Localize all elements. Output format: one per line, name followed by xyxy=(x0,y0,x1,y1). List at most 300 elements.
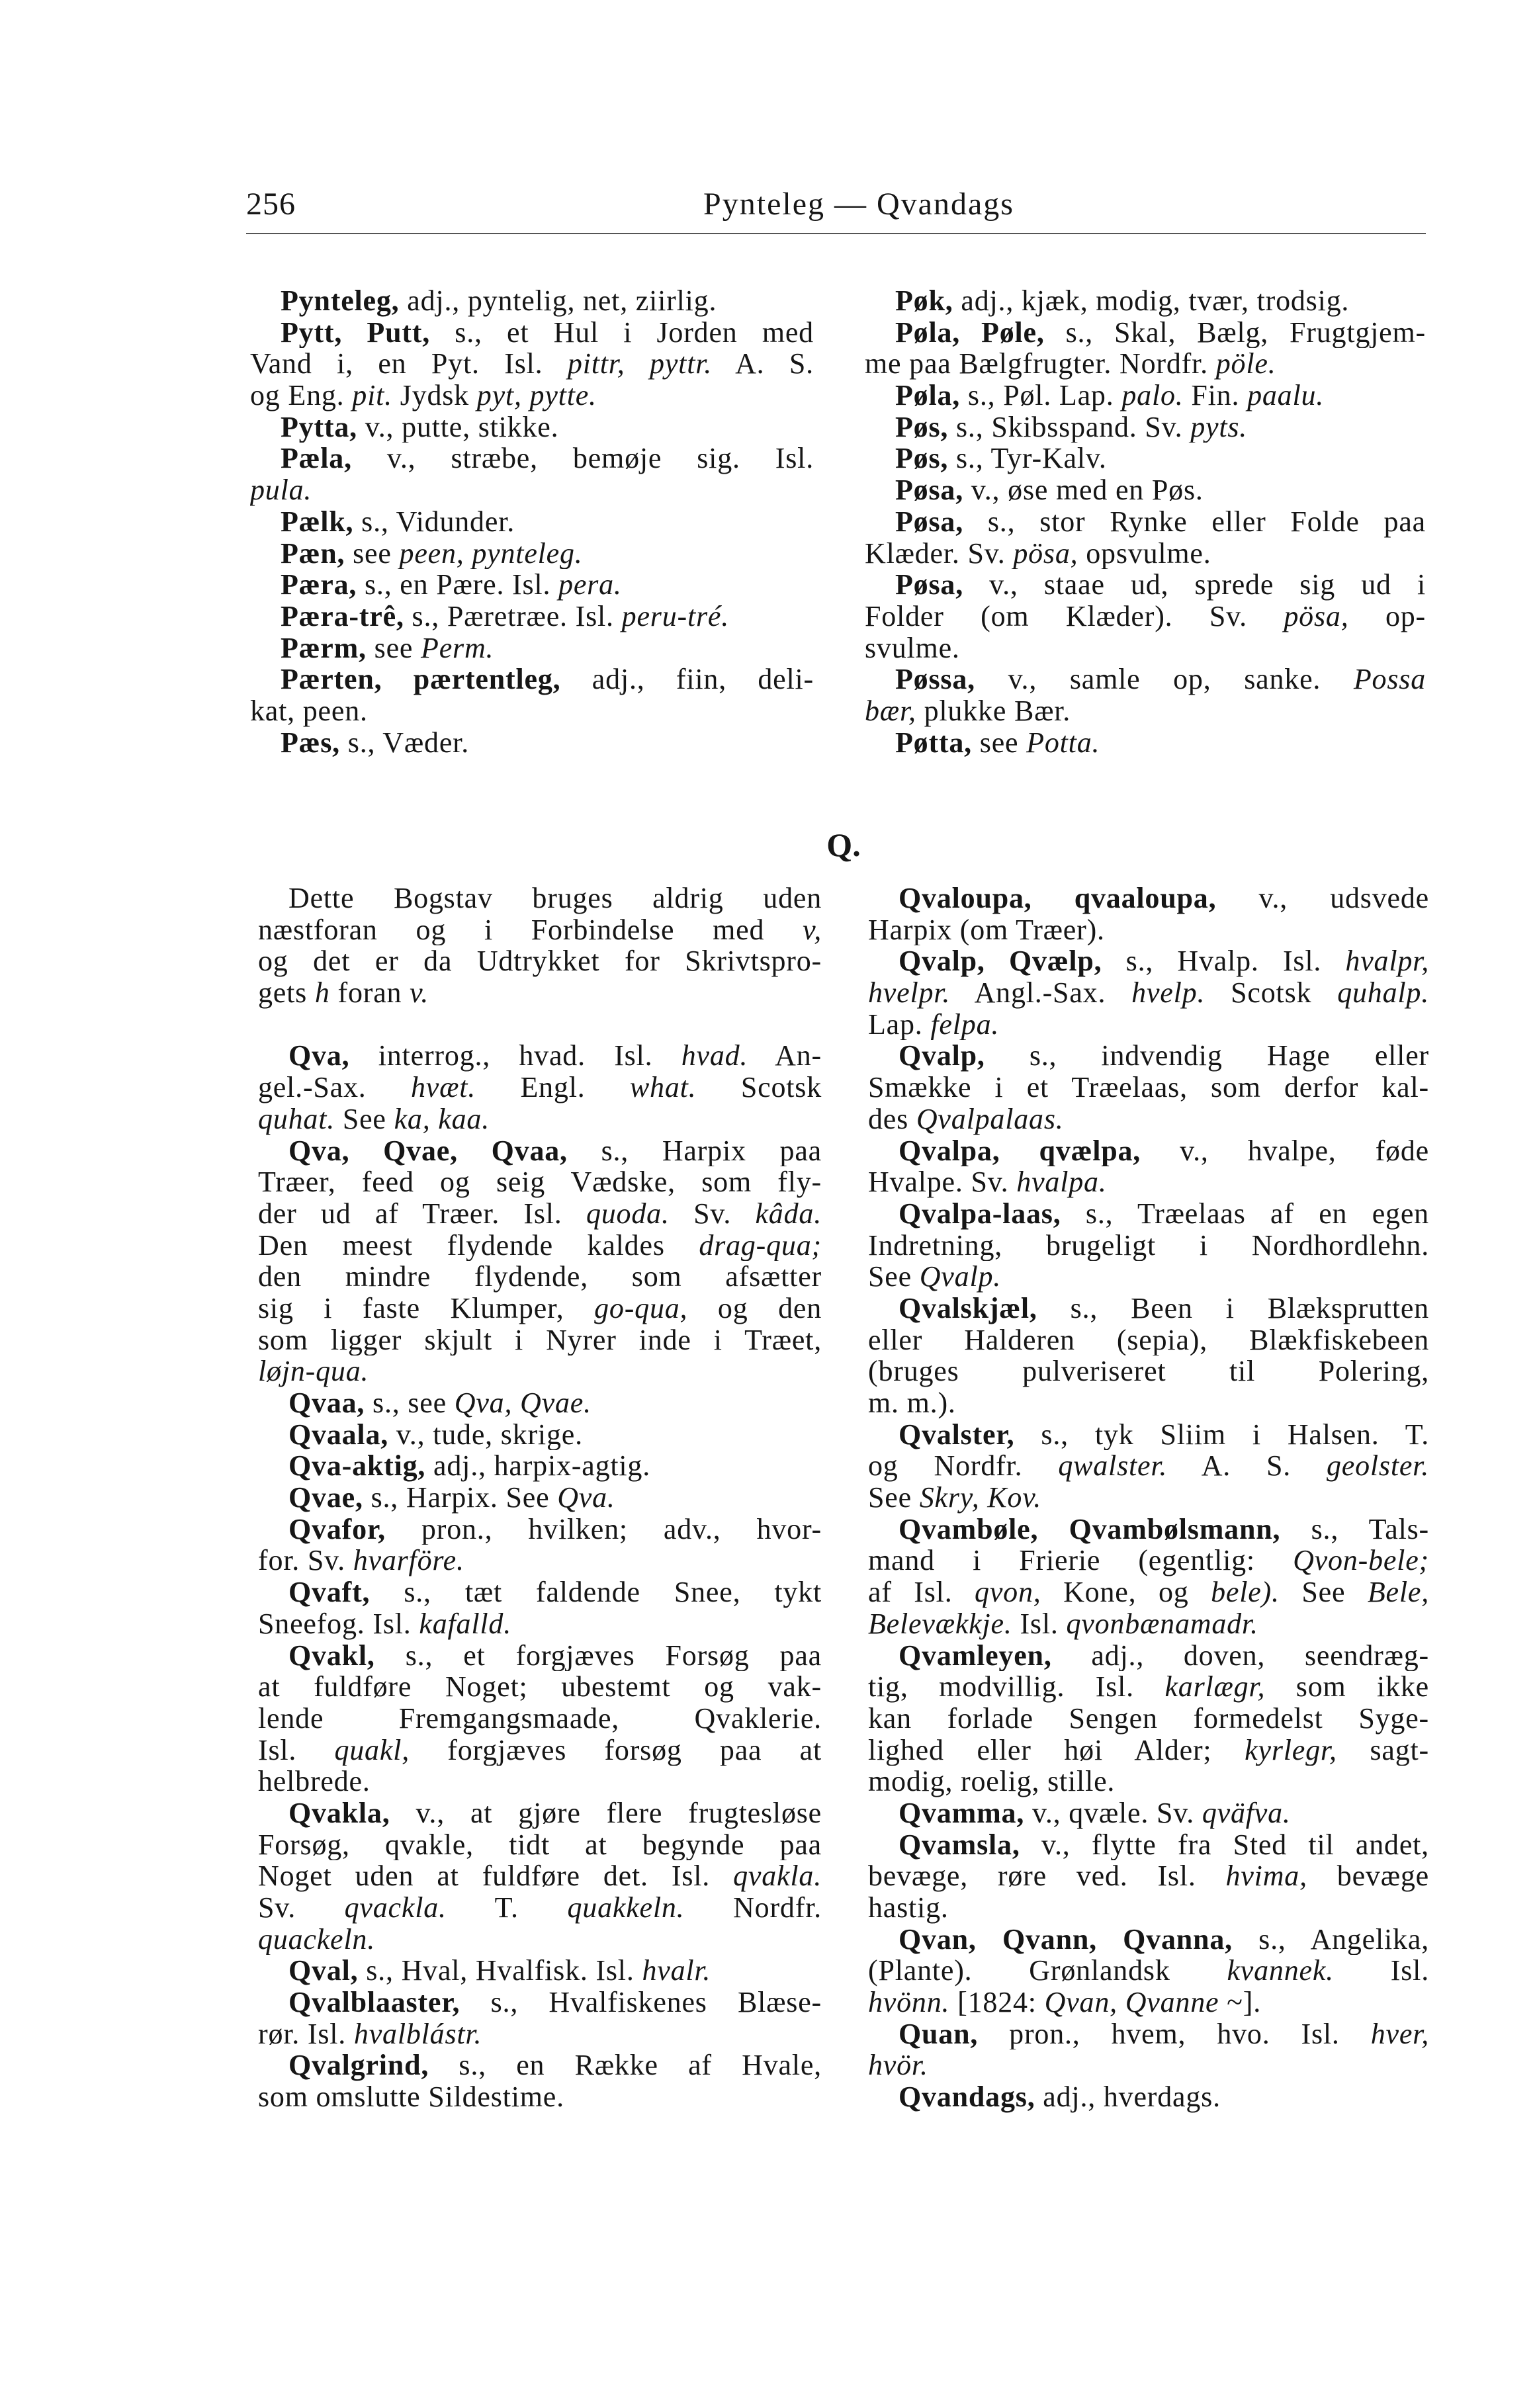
text-run: s., en Pære. Isl. xyxy=(357,569,559,601)
dictionary-entry xyxy=(250,506,814,538)
text-run: des xyxy=(868,1103,916,1135)
headword: Qval, xyxy=(288,1955,359,1987)
text-line xyxy=(868,1355,1429,1387)
text-line xyxy=(258,1735,822,1766)
text-run: og den xyxy=(687,1292,822,1324)
text-run: den mindre flydende, som afsætter xyxy=(258,1261,822,1293)
text-line xyxy=(258,1892,822,1924)
text-line xyxy=(258,1482,822,1514)
text-run: me paa Bælgfrugter. Nordfr. xyxy=(865,348,1216,380)
text-run: s., Harpix. See xyxy=(363,1482,558,1514)
italic-term: hvör. xyxy=(868,2049,928,2082)
dictionary-entry xyxy=(258,1955,822,1987)
italic-term: qvakla. xyxy=(733,1860,822,1892)
text-run: See xyxy=(868,1482,920,1514)
text-line xyxy=(868,1482,1429,1514)
text-line xyxy=(868,1450,1429,1482)
text-line xyxy=(258,977,822,1009)
text-run: som ikke xyxy=(1265,1671,1429,1703)
text-run: adj., fiin, deli- xyxy=(560,664,814,695)
text-line xyxy=(258,1545,822,1576)
headword: Qvalskjæl, xyxy=(899,1292,1037,1324)
text-run: som omslutte Sildestime. xyxy=(258,2081,564,2113)
text-line xyxy=(868,1987,1429,2018)
dictionary-entry xyxy=(250,664,814,726)
text-run: Scotsk xyxy=(696,1072,822,1103)
text-run: Nordfr. xyxy=(684,1892,822,1924)
headword: Quan, xyxy=(899,2018,979,2050)
italic-term: hver, xyxy=(1370,2018,1429,2050)
text-run: v., qvæle. Sv. xyxy=(1024,1797,1202,1829)
text-run: see xyxy=(971,726,1027,759)
headword: Qvaft, xyxy=(288,1576,371,1608)
italic-term: peru-tré. xyxy=(621,600,730,632)
headword: Qvalgrind, xyxy=(288,2049,429,2082)
text-run: s., et Hul i Jorden med xyxy=(430,316,814,349)
text-line xyxy=(865,727,1426,759)
text-run: See xyxy=(868,1261,920,1293)
text-run: Lap. xyxy=(868,1008,931,1041)
italic-term: løjn-qua. xyxy=(258,1355,369,1387)
text-run: adj., doven, seendræg- xyxy=(1051,1639,1429,1672)
dictionary-entry xyxy=(258,1419,822,1451)
dictionary-entry xyxy=(868,945,1429,1040)
column-top-left xyxy=(250,285,814,758)
text-line xyxy=(258,1293,822,1324)
dictionary-entry xyxy=(865,569,1426,664)
text-run: v., udsvede xyxy=(1216,882,1429,914)
italic-term: hvima, xyxy=(1225,1860,1307,1892)
text-run: og Eng. xyxy=(250,380,353,411)
text-line xyxy=(258,1072,822,1103)
italic-term: quhalp. xyxy=(1337,977,1429,1009)
italic-term: Qvon-bele; xyxy=(1293,1545,1429,1577)
headword: Qva-aktig, xyxy=(288,1450,426,1483)
text-run: foran xyxy=(329,977,410,1009)
text-line xyxy=(258,945,822,977)
text-line xyxy=(258,1355,822,1387)
italic-term: go-qua, xyxy=(594,1292,688,1324)
text-line xyxy=(865,538,1426,570)
text-line xyxy=(868,1324,1429,1356)
text-line xyxy=(250,727,814,759)
text-run: s., Skibsspand. Sv. xyxy=(948,411,1191,443)
italic-term: hvelp. xyxy=(1131,977,1206,1009)
text-line xyxy=(258,1829,822,1861)
headword: Qvakl, xyxy=(288,1639,375,1672)
headword: Qvamleyen, xyxy=(899,1639,1052,1672)
dictionary-entry xyxy=(258,1640,822,1797)
text-line xyxy=(868,1671,1429,1703)
text-line xyxy=(258,1198,822,1230)
italic-term: kyrlegr, xyxy=(1245,1734,1337,1766)
headword: Pøtta, xyxy=(895,726,972,759)
text-run: Angl.-Sax. xyxy=(950,977,1132,1009)
italic-term: bele). xyxy=(1211,1576,1280,1608)
text-line xyxy=(865,695,1426,727)
headword: Pytta, xyxy=(281,411,357,443)
italic-term: pyt, pytte. xyxy=(476,380,597,411)
text-run: s., Been i Blæksprutten xyxy=(1037,1292,1429,1324)
text-line xyxy=(868,914,1429,946)
text-run: s., tæt faldende Snee, tykt xyxy=(370,1576,822,1608)
text-run: v., putte, stikke. xyxy=(357,411,559,443)
dictionary-entry xyxy=(865,443,1426,474)
italic-term: Perm. xyxy=(421,632,494,664)
text-line xyxy=(868,1576,1429,1608)
text-run: tig, modvillig. Isl. xyxy=(868,1671,1165,1703)
italic-term: pösa, xyxy=(1284,600,1349,632)
italic-term: Skry, Kov. xyxy=(919,1482,1042,1514)
text-line xyxy=(258,1419,822,1451)
italic-term: quoda. xyxy=(586,1197,670,1230)
text-run: A. S. xyxy=(712,348,814,380)
text-run: modig, roelig, stille. xyxy=(868,1766,1116,1797)
text-run: adj., kjæk, modig, tvær, trodsig. xyxy=(953,285,1350,317)
headword: Pøsa, xyxy=(895,569,963,601)
headword: Pæla, xyxy=(281,443,352,475)
text-line xyxy=(868,1640,1429,1672)
italic-term: hvarföre. xyxy=(353,1545,464,1577)
dictionary-entry xyxy=(868,1829,1429,1924)
column-bottom-left xyxy=(258,882,822,2113)
text-line xyxy=(868,1293,1429,1324)
text-run: adj., hverdags. xyxy=(1035,2081,1221,2113)
headword: Pøk, xyxy=(895,285,953,317)
dictionary-entry xyxy=(258,1387,822,1419)
italic-term: pit. xyxy=(352,380,392,411)
headword: Qvandags, xyxy=(899,2081,1035,2113)
dictionary-entry xyxy=(258,1450,822,1482)
headword: Pytt, Putt, xyxy=(281,316,431,349)
headword: Pæra-trê, xyxy=(281,600,404,632)
headword: Qva, Qvae, Qvaa, xyxy=(288,1135,568,1167)
text-line xyxy=(258,1860,822,1892)
text-line xyxy=(865,285,1426,317)
header-rule xyxy=(246,233,1426,234)
text-run: s., Pøl. Lap. xyxy=(960,380,1122,411)
italic-term: quakl, xyxy=(334,1734,410,1766)
text-run: op- xyxy=(1348,600,1426,632)
text-line xyxy=(865,380,1426,411)
headword: Pøsa, xyxy=(895,505,963,538)
text-run: s., Væder. xyxy=(339,726,469,759)
dictionary-entry xyxy=(868,1198,1429,1293)
dictionary-entry xyxy=(258,2049,822,2112)
headword: Pøs, xyxy=(895,443,949,475)
dictionary-entry xyxy=(865,474,1426,506)
column-top-right xyxy=(865,285,1426,758)
headword: Pæs, xyxy=(281,726,340,759)
text-line xyxy=(865,411,1426,443)
dictionary-entry xyxy=(865,317,1426,380)
headword: Qvalster, xyxy=(899,1418,1015,1451)
dictionary-entry xyxy=(865,664,1426,726)
headword: Pærm, xyxy=(281,632,367,664)
text-line xyxy=(868,1419,1429,1451)
text-run: v., at gjøre flere frugtesløse xyxy=(390,1797,822,1829)
text-line xyxy=(250,317,814,349)
text-line xyxy=(865,474,1426,506)
headword: Qvalpa-laas, xyxy=(899,1197,1061,1230)
text-line xyxy=(250,601,814,632)
italic-term: pyts. xyxy=(1190,411,1248,443)
text-run: s., Hval, Hvalfisk. Isl. xyxy=(358,1955,642,1987)
text-run: plukke Bær. xyxy=(916,695,1071,727)
section-letter-heading: Q. xyxy=(826,826,861,863)
text-run: Isl. xyxy=(258,1734,335,1766)
text-run: v., flytte fra Sted til andet, xyxy=(1020,1828,1429,1861)
text-run: Træer, feed og seig Vædske, som fly- xyxy=(258,1166,822,1198)
text-line xyxy=(258,1703,822,1735)
dictionary-entry xyxy=(250,601,814,632)
text-line xyxy=(868,1514,1429,1545)
italic-term: v. xyxy=(410,977,429,1009)
text-run: Kone, og xyxy=(1041,1576,1211,1608)
dictionary-entry xyxy=(868,1419,1429,1514)
italic-term: Qva. xyxy=(557,1482,615,1514)
text-run: Sneefog. Isl. xyxy=(258,1608,419,1640)
text-run: Folder (om Klæder). Sv. xyxy=(865,600,1284,632)
text-line xyxy=(258,2018,822,2050)
text-line xyxy=(250,664,814,695)
text-run: Forsøg, qvakle, tidt at begynde paa xyxy=(258,1828,822,1861)
text-run: hastig. xyxy=(868,1892,949,1924)
text-run: s., Harpix paa xyxy=(567,1135,822,1167)
text-line xyxy=(868,1608,1429,1640)
italic-term: hvalpa. xyxy=(1016,1166,1107,1198)
text-run: An- xyxy=(748,1040,822,1072)
text-run: s., et forgjæves Forsøg paa xyxy=(374,1639,822,1672)
text-run: Dette Bogstav bruges aldrig uden xyxy=(288,882,822,914)
text-line xyxy=(868,1072,1429,1103)
text-line xyxy=(868,2081,1429,2113)
text-run: pron., hvem, hvo. Isl. xyxy=(978,2018,1371,2050)
text-run: gel.-Sax. xyxy=(258,1072,411,1103)
text-line xyxy=(868,1387,1429,1419)
italic-term: paalu. xyxy=(1247,380,1325,411)
text-run: see xyxy=(345,537,400,570)
text-run: v., øse med en Pøs. xyxy=(963,474,1204,506)
text-run: s., Skal, Bælg, Frugtgjem- xyxy=(1044,316,1426,349)
text-line xyxy=(868,1924,1429,1956)
text-line xyxy=(868,1230,1429,1262)
text-line xyxy=(865,569,1426,601)
text-run: Isl. xyxy=(1333,1955,1429,1987)
text-line xyxy=(250,632,814,664)
text-run: Sv. xyxy=(258,1892,345,1924)
text-line xyxy=(258,1576,822,1608)
text-line xyxy=(868,1545,1429,1576)
text-run: helbrede. xyxy=(258,1766,371,1797)
text-line xyxy=(258,1640,822,1672)
dictionary-entry xyxy=(250,632,814,664)
headword: Qvalblaaster, xyxy=(288,1987,460,2018)
page-number: 256 xyxy=(246,187,296,222)
text-run: see xyxy=(366,632,421,664)
italic-term: felpa. xyxy=(930,1008,1000,1041)
text-run: See xyxy=(335,1103,394,1135)
running-title: Pynteleg — Qvandags xyxy=(703,187,1014,222)
italic-term: quhat. xyxy=(258,1103,335,1135)
headword: Pøla, Pøle, xyxy=(895,316,1045,349)
text-line xyxy=(865,664,1426,695)
text-run: eller Halderen (sepia), Blækfiskebeen xyxy=(868,1324,1429,1356)
text-run: svulme. xyxy=(865,632,960,664)
italic-term: palo. xyxy=(1121,380,1184,411)
text-line xyxy=(865,348,1426,380)
italic-term: Qvalp. xyxy=(919,1261,1002,1293)
text-run: Indretning, brugeligt i Nordhordlehn. xyxy=(868,1229,1429,1262)
text-run: Smække i et Træelaas, som derfor kal- xyxy=(868,1072,1429,1103)
text-run: v., hvalpe, føde xyxy=(1141,1135,1429,1167)
headword: Qva, xyxy=(288,1040,350,1072)
italic-term: pera. xyxy=(558,569,622,601)
text-line xyxy=(868,1955,1429,1987)
italic-term: hvelpr. xyxy=(868,977,951,1009)
dictionary-entry xyxy=(865,506,1426,569)
text-run: s., stor Rynke eller Folde paa xyxy=(963,505,1426,538)
dictionary-entry xyxy=(868,1640,1429,1797)
italic-term: Potta. xyxy=(1026,726,1100,759)
italic-term: pittr, pyttr. xyxy=(567,348,713,380)
text-run: s., see xyxy=(365,1387,455,1419)
headword: Qvambøle, Qvambølsmann, xyxy=(899,1513,1281,1545)
text-line xyxy=(868,2049,1429,2081)
headword: Qvaa, xyxy=(288,1387,365,1419)
dictionary-entry xyxy=(258,1514,822,1576)
dictionary-entry xyxy=(258,1987,822,2049)
italic-term: h xyxy=(314,977,330,1009)
text-run: og Nordfr. xyxy=(868,1450,1059,1483)
text-line xyxy=(258,1797,822,1829)
text-run: (Plante). Grønlandsk xyxy=(868,1955,1227,1987)
text-run: mand i Frierie (egentlig: xyxy=(868,1545,1294,1577)
text-run: v., tude, skrige. xyxy=(388,1418,583,1451)
italic-term: Qva, Qvae. xyxy=(454,1387,592,1419)
text-line xyxy=(865,632,1426,664)
dictionary-entry xyxy=(250,569,814,601)
dictionary-entry xyxy=(250,538,814,570)
dictionary-entry xyxy=(258,1576,822,1639)
text-run: Harpix (om Træer). xyxy=(868,914,1105,946)
italic-term: kafalld. xyxy=(419,1608,511,1640)
dictionary-entry xyxy=(250,411,814,443)
text-line xyxy=(258,1514,822,1545)
italic-term: quakkeln. xyxy=(567,1892,685,1924)
dictionary-entry xyxy=(868,1797,1429,1829)
text-run: kan forlade Sengen formedelst Syge- xyxy=(868,1702,1429,1735)
text-run: Noget uden at fuldføre det. Isl. xyxy=(258,1860,734,1892)
text-run: See xyxy=(1279,1576,1368,1608)
text-run: pron., hvilken; adv., hvor- xyxy=(385,1513,822,1545)
dictionary-entry xyxy=(258,1135,822,1388)
text-line xyxy=(258,2049,822,2081)
italic-term: hvalr. xyxy=(642,1955,711,1987)
dictionary-entry xyxy=(868,1135,1429,1198)
text-run: s., Tyr-Kalv. xyxy=(948,443,1107,475)
headword: Qvamsla, xyxy=(899,1828,1020,1861)
headword: Qvalpa, qvælpa, xyxy=(899,1135,1141,1167)
text-run: der ud af Træer. Isl. xyxy=(258,1197,586,1230)
dictionary-entry xyxy=(250,443,814,505)
text-run: interrog., hvad. Isl. xyxy=(349,1040,681,1072)
text-run: s., Tals- xyxy=(1280,1513,1429,1545)
headword: Pynteleg, xyxy=(281,285,400,317)
text-line xyxy=(250,506,814,538)
text-line xyxy=(865,443,1426,474)
text-line xyxy=(258,1261,822,1293)
text-line xyxy=(258,2081,822,2113)
text-run: af Isl. xyxy=(868,1576,975,1608)
italic-term: hvad. xyxy=(681,1040,748,1072)
text-run: s., Træelaas af en egen xyxy=(1061,1197,1429,1230)
dictionary-entry xyxy=(868,1040,1429,1135)
italic-term: geolster. xyxy=(1326,1450,1429,1483)
text-run: [1824: xyxy=(949,1987,1045,2018)
dictionary-entry xyxy=(865,380,1426,411)
text-line xyxy=(258,1135,822,1167)
text-line xyxy=(868,1829,1429,1861)
italic-term: bær, xyxy=(865,695,916,727)
text-run: Vand i, en Pyt. Isl. xyxy=(250,348,568,380)
text-run: T. xyxy=(446,1892,568,1924)
text-line xyxy=(258,1955,822,1987)
text-line xyxy=(868,2018,1429,2050)
text-run: opsvulme. xyxy=(1078,537,1211,570)
italic-term: pula. xyxy=(250,474,312,506)
headword: Pæn, xyxy=(281,537,345,570)
headword: Pærten, pærtentleg, xyxy=(281,664,561,695)
text-run: Engl. xyxy=(476,1072,630,1103)
text-line xyxy=(865,506,1426,538)
text-run: adj., pyntelig, net, ziirlig. xyxy=(399,285,717,317)
text-line xyxy=(250,538,814,570)
text-line xyxy=(258,1450,822,1482)
italic-term: pöle. xyxy=(1215,348,1276,380)
text-line xyxy=(868,1797,1429,1829)
italic-term: hvalblástr. xyxy=(353,2018,482,2050)
italic-term: v, xyxy=(803,914,822,946)
text-line xyxy=(258,1166,822,1198)
text-line xyxy=(868,1198,1429,1230)
italic-term: karlægr, xyxy=(1164,1671,1266,1703)
dictionary-entry xyxy=(258,1797,822,1955)
text-run: Fin. xyxy=(1183,380,1248,411)
dictionary-entry xyxy=(865,727,1426,759)
text-line xyxy=(868,1766,1429,1797)
text-run: adj., harpix-agtig. xyxy=(425,1450,651,1483)
intro-paragraph xyxy=(258,882,822,1009)
text-run: Hvalpe. Sv. xyxy=(868,1166,1017,1198)
headword: Pæra, xyxy=(281,569,357,601)
dictionary-entry xyxy=(250,317,814,411)
text-line xyxy=(865,317,1426,349)
headword: Qvae, xyxy=(288,1482,363,1514)
text-run: rør. Isl. xyxy=(258,2018,354,2050)
text-run: Jydsk xyxy=(392,380,477,411)
italic-term: hvalpr, xyxy=(1345,945,1429,978)
headword: Qvamma, xyxy=(899,1797,1025,1829)
text-run: m. m.). xyxy=(868,1387,956,1419)
dictionary-entry xyxy=(868,1514,1429,1640)
text-run: s., en Række af Hvale, xyxy=(429,2049,822,2082)
text-run: at fuldføre Noget; ubestemt og vak- xyxy=(258,1671,822,1703)
text-line xyxy=(258,1103,822,1135)
italic-term: kvannek. xyxy=(1227,1955,1334,1987)
text-line xyxy=(868,1261,1429,1293)
text-run: Den meest flydende kaldes xyxy=(258,1229,699,1262)
